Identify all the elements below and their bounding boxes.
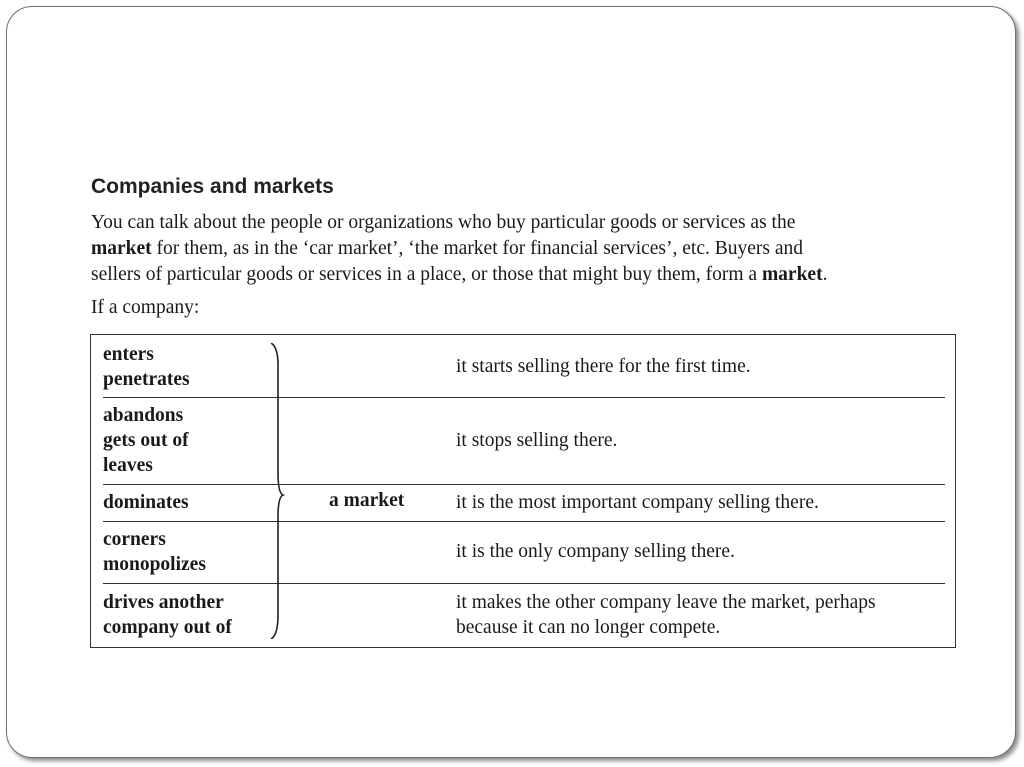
meaning-line: it is the only company selling there. (456, 541, 735, 562)
lead-in-text: If a company: (91, 297, 200, 318)
row-separator (103, 583, 945, 584)
keyword-market: market (91, 238, 152, 259)
meaning-line: it makes the other company leave the market, perhaps (456, 592, 876, 613)
verb-cell (103, 590, 232, 640)
curly-brace-icon (269, 343, 293, 639)
intro-line-3: sellers of particular goods or services in a place, or those that might buy them, form a market. (91, 264, 828, 285)
verb-cell (103, 403, 189, 478)
verb: corners (103, 529, 166, 550)
meaning-cell (456, 428, 617, 453)
meaning-line: it starts selling there for the first time. (456, 356, 751, 377)
verb: drives another (103, 592, 224, 613)
object-a-market: a market (329, 490, 405, 511)
verb-cell (103, 490, 189, 515)
verb: leaves (103, 455, 153, 476)
meaning-cell (456, 539, 735, 564)
verb: penetrates (103, 369, 190, 390)
meaning-cell (456, 590, 876, 640)
row-separator (103, 484, 945, 485)
row-separator (103, 397, 945, 398)
meaning-line: it stops selling there. (456, 430, 618, 451)
verb: gets out of (103, 430, 189, 451)
verb: abandons (103, 405, 184, 426)
verb-cell (103, 527, 206, 577)
verb: dominates (103, 492, 189, 513)
meaning-line: it is the most important company selling there. (456, 492, 819, 513)
section-heading: Companies and markets (91, 175, 334, 198)
collocation-table (90, 334, 956, 648)
meaning-cell (456, 490, 819, 515)
intro-line-2: market for them, as in the ‘car market’, ‘the market for financial services’, etc. Buyers and (91, 238, 804, 259)
verb-cell (103, 342, 190, 392)
keyword-market: market (761, 264, 823, 285)
intro-line-1: You can talk about the people or organizations who buy particular goods or services as the (91, 212, 796, 233)
meaning-line: because it can no longer compete. (456, 617, 721, 638)
verb: enters (103, 344, 154, 365)
meaning-cell (456, 354, 751, 379)
intro-paragraph (91, 210, 941, 288)
verb: company out of (103, 617, 232, 638)
row-separator (103, 521, 945, 522)
verb: monopolizes (103, 554, 206, 575)
